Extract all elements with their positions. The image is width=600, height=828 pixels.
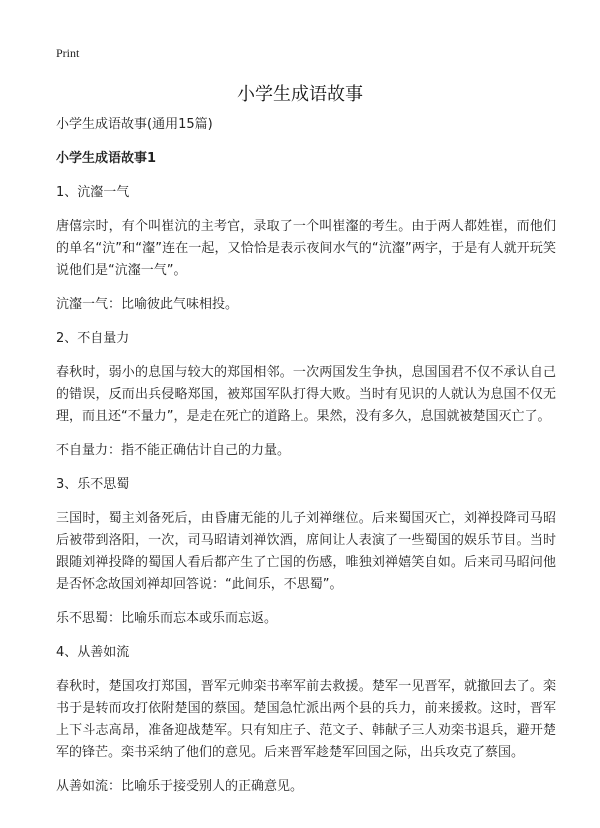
story-heading: 4、从善如流 (56, 645, 130, 660)
article-content (56, 114, 556, 810)
story-body: 春秋时，楚国攻打郑国，晋军元帅栾书率军前去救援。楚军一见晋军，就撤回去了。栾书于是转而攻打依附楚国的蔡国。楚国急忙派出两个县的兵力，前来援救。这时，晋军上下斗志高昂，准备迎战楚军。只有知庄子、范文子、韩献子三人劝栾书退兵，避开楚军的锋芒。栾书采纳了他们的意见。后来晋军趁楚军回国之际，出兵攻克了蔡国。 (56, 679, 556, 760)
page-title: 小学生成语故事 (237, 84, 363, 105)
story-meaning: 不自量力：指不能正确估计自己的力量。 (56, 443, 291, 458)
story-body: 唐僖宗时，有个叫崔沆的主考官，录取了一个叫崔瀣的考生。由于两人都姓崔，而他们的单名“沆”和“瀣”连在一起，又恰恰是表示夜间水气的“沆瀣”两字，于是有人就开玩笑说他们是“沆瀣一气”。 (56, 219, 556, 278)
story-meaning: 沆瀣一气：比喻彼此气味相投。 (56, 297, 239, 312)
print-link[interactable]: Print (56, 46, 80, 60)
story-body: 春秋时，弱小的息国与较大的郑国相邻。一次两国发生争执，息国国君不仅不承认自己的错误，反而出兵侵略郑国，被郑国军队打得大败。当时有见识的人就认为息国不仅无理，而且还“不量力”，是走在死亡的道路上。果然，没有多久，息国就被楚国灭亡了。 (56, 365, 556, 424)
story-meaning: 从善如流：比喻乐于接受别人的正确意见。 (56, 779, 304, 794)
story-heading: 2、不自量力 (56, 331, 130, 346)
article-subtitle: 小学生成语故事(通用15篇) (56, 117, 213, 132)
story-3 (56, 474, 556, 630)
story-2 (56, 328, 556, 462)
story-meaning: 乐不思蜀：比喻乐而忘本或乐而忘返。 (56, 611, 278, 626)
story-body: 三国时，蜀主刘备死后，由昏庸无能的儿子刘禅继位。后来蜀国灭亡，刘禅投降司马昭后被带到洛阳，一次，司马昭请刘禅饮酒，席间让人表演了一些蜀国的娱乐节目。当时跟随刘禅投降的蜀国人看后都产生了亡国的伤感，唯独刘禅嬉笑自如。后来司马昭问他是否怀念故国刘禅却回答说：“此间乐，不思蜀”。 (56, 511, 556, 592)
story-4 (56, 642, 556, 798)
story-1 (56, 182, 556, 316)
section-heading: 小学生成语故事1 (56, 151, 157, 166)
story-heading: 3、乐不思蜀 (56, 477, 130, 492)
story-heading: 1、沆瀣一气 (56, 185, 130, 200)
